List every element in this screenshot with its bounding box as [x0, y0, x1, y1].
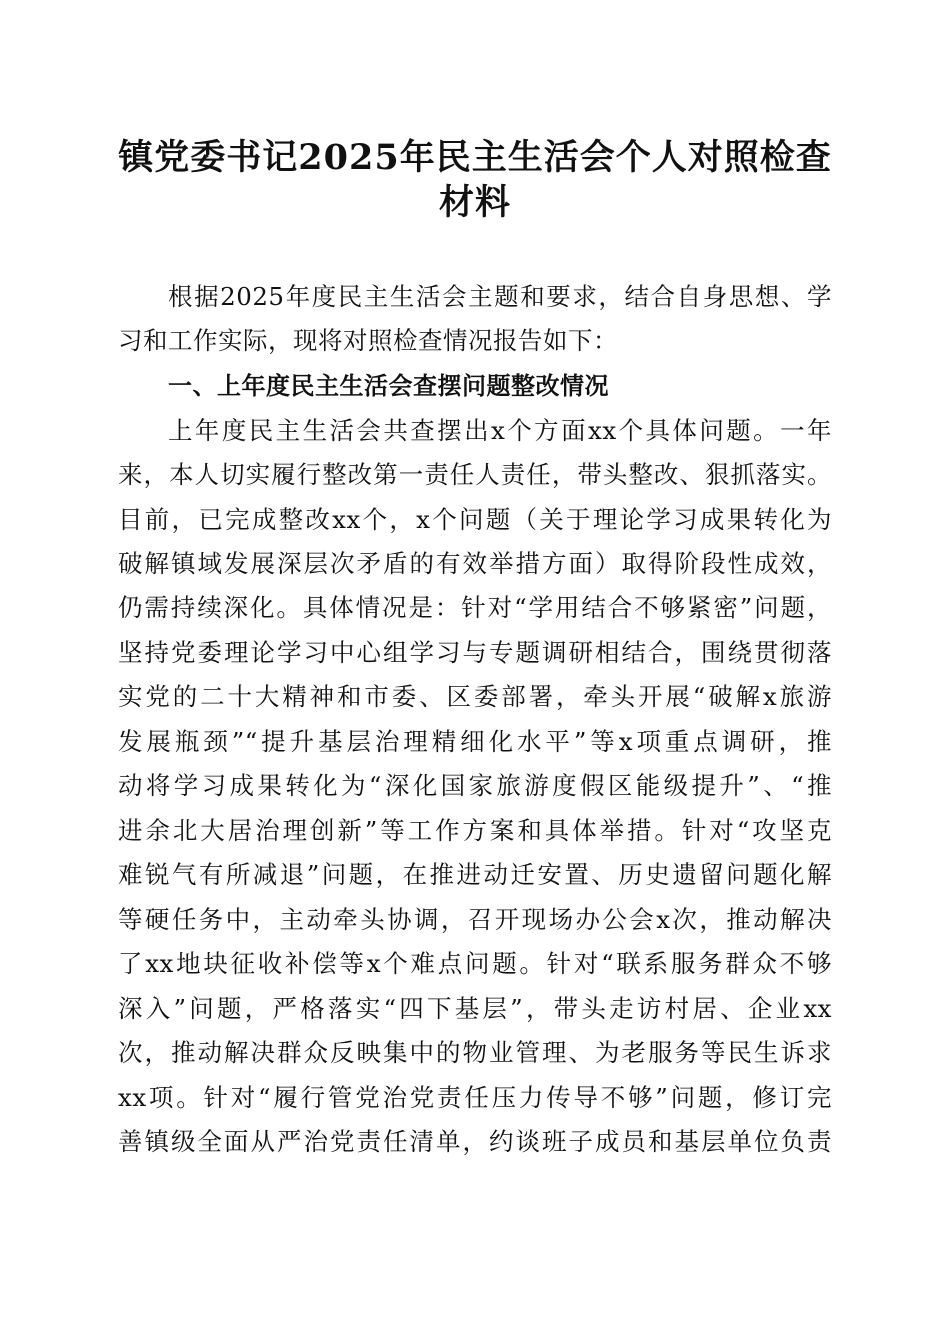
- body-line: 等硬任务中，主动牵头协调，召开现场办公会x次，推动解决: [118, 905, 832, 934]
- body-line: 难锐气有所减退”问题，在推进动迁安置、历史遗留问题化解: [118, 860, 832, 889]
- section-1-heading: 一、上年度民主生活会查摆问题整改情况: [168, 372, 609, 400]
- body-line: 实党的二十大精神和市委、区委部署，牵头开展“破解x旅游: [118, 682, 832, 711]
- body-line: 进余北大居治理创新”等工作方案和具体举措。针对“攻坚克: [118, 816, 832, 845]
- body-line: 善镇级全面从严治党责任清单，约谈班子成员和基层单位负责: [118, 1127, 832, 1156]
- document-title-line-1: 镇党委书记2025年民主生活会个人对照检查: [118, 137, 832, 178]
- body-line: xx项。针对“履行管党治党责任压力传导不够”问题，修订完: [118, 1083, 832, 1112]
- body-line: 来，本人切实履行整改第一责任人责任，带头整改、狠抓落实。: [118, 460, 832, 489]
- body-line: 目前，已完成整改xx个，x个问题（关于理论学习成果转化为: [118, 505, 832, 534]
- body-line: 上年度民主生活会共查摆出x个方面xx个具体问题。一年: [168, 416, 832, 445]
- intro-line: 根据2025年度民主生活会主题和要求，结合自身思想、学: [168, 282, 832, 311]
- body-line: 动将学习成果转化为“深化国家旅游度假区能级提升”、“推: [118, 771, 832, 800]
- body-line: 次，推动解决群众反映集中的物业管理、为老服务等民生诉求: [118, 1038, 832, 1067]
- body-line: 破解镇域发展深层次矛盾的有效举措方面）取得阶段性成效，: [118, 549, 832, 578]
- body-line: 发展瓶颈”“提升基层治理精细化水平”等x项重点调研，推: [118, 727, 832, 756]
- document-title-line-2: 材料: [438, 182, 511, 223]
- body-line: 仍需持续深化。具体情况是：针对“学用结合不够紧密”问题，: [118, 593, 832, 622]
- body-line: 深入”问题，严格落实“四下基层”，带头走访村居、企业xx: [118, 994, 832, 1023]
- body-line: 坚持党委理论学习中心组学习与专题调研相结合，围绕贯彻落: [118, 638, 832, 667]
- intro-line: 习和工作实际，现将对照检查情况报告如下：: [118, 326, 618, 355]
- body-line: 了xx地块征收补偿等x个难点问题。针对“联系服务群众不够: [118, 949, 832, 978]
